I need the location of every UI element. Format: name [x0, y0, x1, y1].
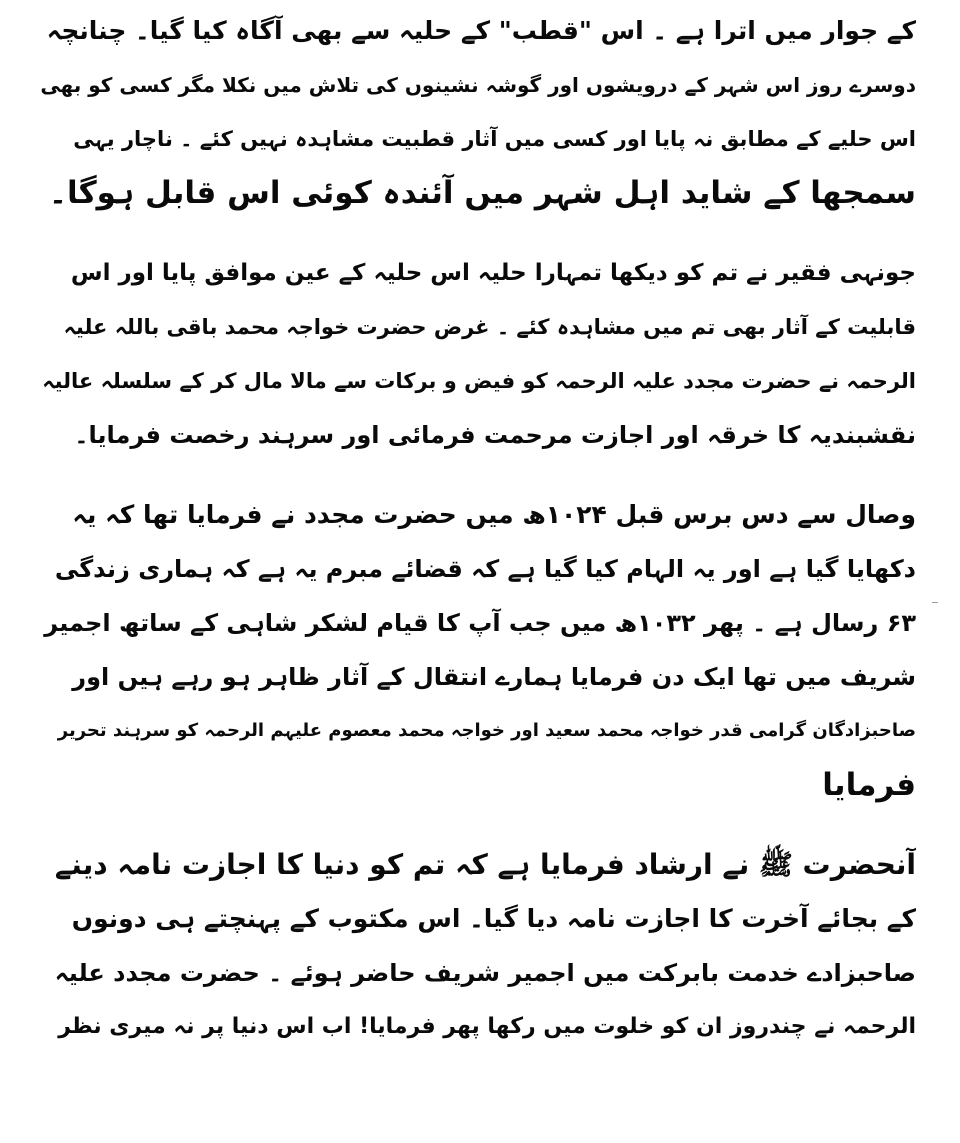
text-line: کے بجائے آخرت کا اجازت نامہ دیا گیا۔ اس مکتوب کے پہنچتے ہی دونوں	[71, 904, 916, 933]
paragraph-4	[40, 838, 916, 1054]
text-line: وصال سے دس برس قبل ۱۰۲۴ھ میں حضرت مجدد نے فرمایا تھا کہ یہ	[72, 500, 916, 529]
text-line: جونہی فقیر نے تم کو دیکھا تمہارا حلیہ اس حلیہ کے عین موافق پایا اور اس	[70, 260, 916, 286]
text-line: دکھایا گیا ہے اور یہ الہام کیا گیا ہے کہ قضائے مبرم یہ ہے کہ ہماری زندگی	[54, 555, 916, 583]
scan-artifact-mark	[932, 602, 938, 603]
paragraph-1	[40, 4, 916, 220]
text-line: اس حلیے کے مطابق نہ پایا اور کسی میں آثار قطبیت مشاہدہ نہیں کئے ۔ ناچار یہی	[73, 127, 916, 151]
text-line: ۶۳ رسال ہے ۔ پھر ۱۰۳۲ھ میں جب آپ کا قیام لشکر شاہی کے ساتھ اجمیر	[44, 609, 916, 637]
paragraph-3	[40, 488, 916, 812]
text-line: فرمایا	[822, 767, 916, 803]
text-line: نقشبندیہ کا خرقہ اور اجازت مرحمت فرمائی اور سرہند رخصت فرمایا۔	[74, 421, 916, 449]
text-line: الرحمہ نے چندروز ان کو خلوت میں رکھا پھر فرمایا! اب اس دنیا پر نہ میری نظر	[58, 1014, 916, 1039]
text-line: قابلیت کے آثار بھی تم میں مشاہدہ کئے ۔ غرض حضرت خواجہ محمد باقی باللہ علیہ	[63, 315, 916, 339]
text-line: صاحبزادگان گرامی قدر خواجہ محمد سعید اور خواجہ محمد معصوم علیہم الرحمہ کو سرہند تحریر	[57, 720, 916, 741]
paragraph-2	[40, 246, 916, 462]
urdu-text-body	[40, 4, 916, 1080]
text-line: دوسرے روز اس شہر کے درویشوں اور گوشہ نشینوں کی تلاش میں نکلا مگر کسی کو بھی	[40, 73, 916, 97]
text-line: کے جوار میں اترا ہے ۔ اس "قطب" کے حلیہ سے بھی آگاہ کیا گیا۔ چنانچہ	[46, 16, 916, 45]
text-line: آنحضرت ﷺ نے ارشاد فرمایا ہے کہ تم کو دنیا کا اجازت نامہ دینے	[54, 848, 916, 881]
text-line: سمجھا کے شاید اہل شہر میں آئندہ کوئی اس قابل ہوگا۔	[48, 175, 916, 211]
text-line: شریف میں تھا ایک دن فرمایا ہمارے انتقال کے آثار ظاہر ہو رہے ہیں اور	[72, 663, 916, 691]
text-line: صاحبزادے خدمت بابرکت میں اجمیر شریف حاضر ہوئے ۔ حضرت مجدد علیہ	[54, 959, 916, 987]
text-line: الرحمہ نے حضرت مجدد علیہ الرحمہ کو فیض و برکات سے مالا مال کر کے سلسلہ عالیہ	[42, 369, 916, 393]
